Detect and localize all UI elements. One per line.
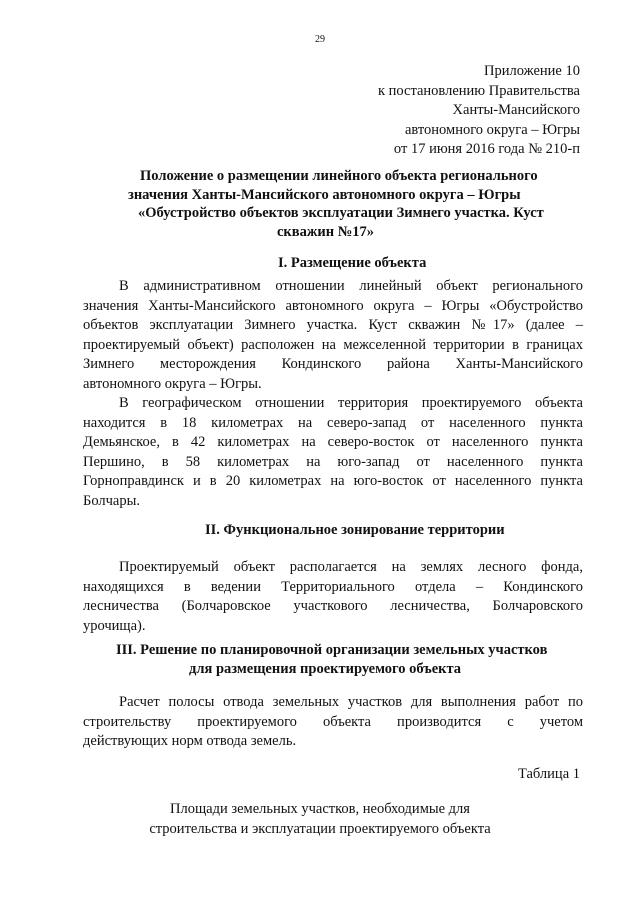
title-line: Положение о размещении линейного объекта регионального (140, 168, 538, 184)
section-heading-3 (116, 641, 547, 679)
heading-line: III. Решение по планировочной организации земельных участков (116, 642, 548, 658)
title-line: значения Ханты-Мансийского автономного округа – Югры (128, 186, 521, 203)
text-line: В географическом отношении территория проектируемого объекта (119, 395, 583, 411)
section-heading-2: II. Функциональное зонирование территории (205, 522, 505, 538)
appendix-line: автономного округа – Югры (404, 121, 580, 138)
paragraph-2 (83, 394, 583, 511)
caption-line: Площади земельных участков, необходимые для (170, 801, 470, 817)
text-line: Проектируемый объект располагается на землях лесного фонда, (119, 559, 583, 575)
text-line: Демьянское, в 42 километрах на северо-восток от населенного пункта (83, 434, 583, 450)
text-line: находится в 18 километрах на северо-запад от населенного пункта (83, 414, 583, 431)
title-line: скважин №17» (277, 223, 375, 240)
appendix-line: Приложение 10 (484, 63, 580, 79)
text-line: Першино, в 58 километрах на юго-запад от населенного пункта (83, 453, 583, 470)
text-line: строительству проектируемого объекта производится с учетом (83, 713, 583, 730)
text-line: значения Ханты-Мансийского автономного округа – Югры «Обустройство (83, 297, 583, 314)
paragraph-4 (83, 693, 583, 752)
section-heading-1: I. Размещение объекта (278, 255, 427, 271)
appendix-line: к постановлению Правительства (378, 82, 580, 99)
text-line: действующих норм отвода земель. (83, 733, 297, 749)
heading-line: для размещения проектируемого объекта (189, 661, 462, 677)
text-line: проектируемый объект) расположен на межселенной территории в границах (83, 336, 583, 353)
text-line: находящихся в ведении Территориального отдела – Кондинского (83, 578, 583, 595)
text-line: Расчет полосы отвода земельных участков для выполнения работ по (119, 694, 583, 710)
text-line: Зимнего месторождения Кондинского района Ханты-Мансийского (83, 356, 583, 372)
caption-line: строительства и эксплуатации проектируемого объекта (149, 820, 491, 837)
text-line: автономного округа – Югры. (83, 375, 262, 392)
text-line: урочища). (83, 617, 146, 634)
document-title (128, 167, 588, 241)
appendix-line: Ханты-Мансийского (452, 102, 580, 118)
text-line: объектов эксплуатации Зимнего участка. Куст скважин №17» (далее – (83, 317, 583, 333)
appendix-line: от 17 июня 2016 года № 210-п (393, 141, 580, 157)
table-caption (0, 800, 640, 839)
page-number: 29 (315, 34, 325, 45)
title-line: «Обустройство объектов эксплуатации Зимнего участка. Куст (138, 205, 544, 221)
paragraph-3 (83, 558, 583, 636)
appendix-block (378, 62, 580, 160)
text-line: Болчары. (83, 492, 140, 509)
text-line: Горноправдинск и в 20 километрах на юго-восток от населенного пункта (83, 473, 583, 489)
paragraph-1 (83, 277, 583, 394)
text-line: лесничества (Болчаровское участкового лесничества, Болчаровского (83, 598, 583, 614)
table-label: Таблица 1 (517, 766, 580, 782)
text-line: В административном отношении линейный объект регионального (119, 278, 583, 294)
